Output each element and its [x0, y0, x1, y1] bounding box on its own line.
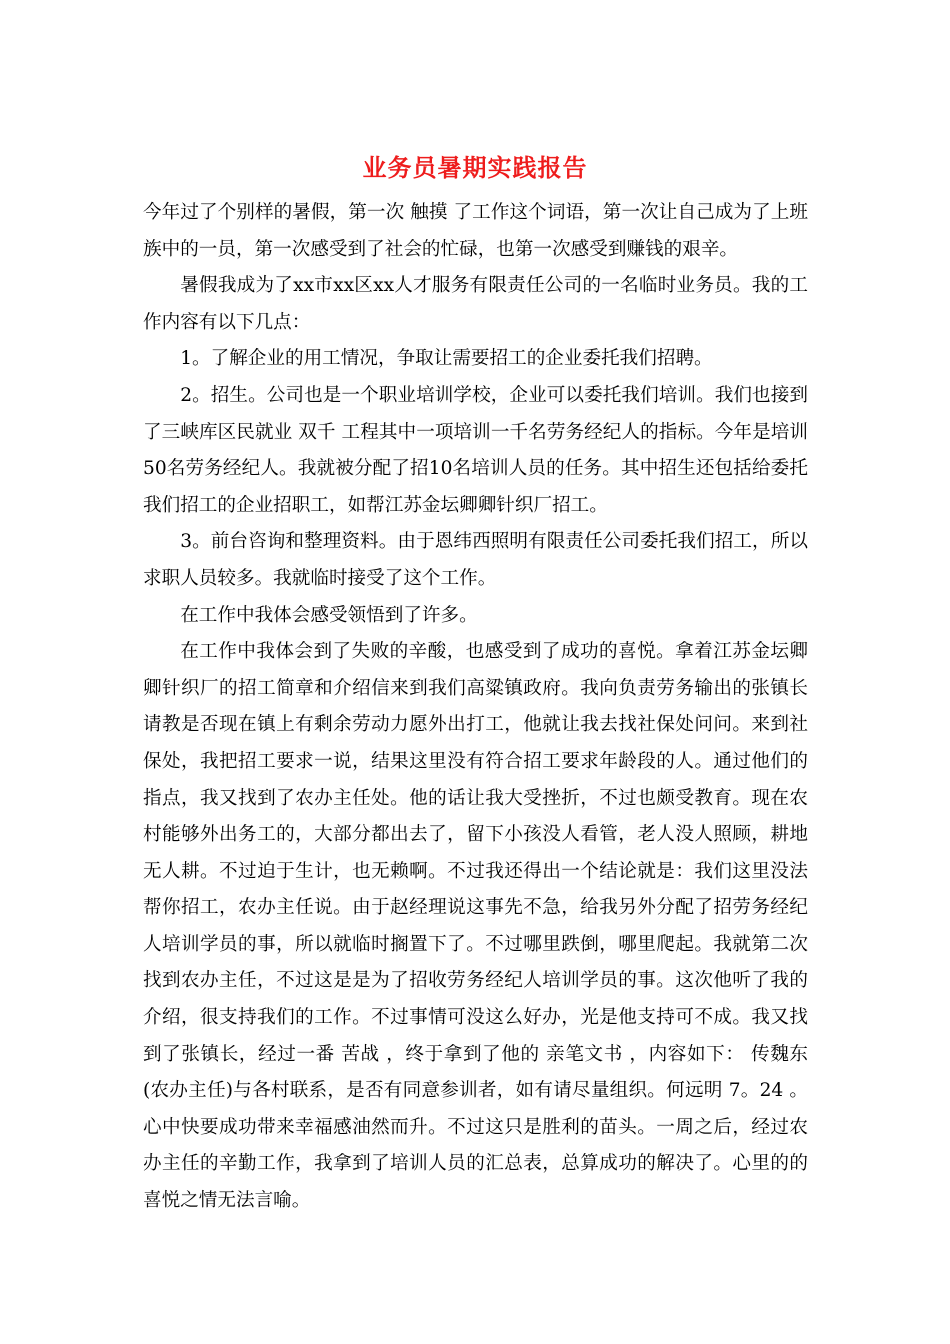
paragraph: 3。前台咨询和整理资料。由于恩纬西照明有限责任公司委托我们招工，所以求职人员较多。我就临时接受了这个工作。 [143, 531, 808, 589]
paragraph: 在工作中我体会到了失败的辛酸，也感受到了成功的喜悦。拿着江苏金坛卿卿针织厂的招工简章和介绍信来到我们高粱镇政府。我向负责劳务输出的张镇长请教是否现在镇上有剩余劳动力愿外出打工，他就让我去找社保处问问。来到社保处，我把招工要求一说，结果这里没有符合招工要求年龄段的人。通过他们的指点，我又找到了农办主任处。他的话让我大受挫折，不过也颇受教育。现在农村能够外出务工的，大部分都出去了，留下小孩没人看管，老人没人照顾，耕地无人耕。不过迫于生计，也无赖啊。不过我还得出一个结论就是：我们这里没法帮你招工，农办主任说。由于赵经理说这事先不急，给我另外分配了招劳务经纪人培训学员的事，所以就临时搁置下了。不过哪里跌倒，哪里爬起。我就第二次找到农办主任，不过这是是为了招收劳务经纪人培训学员的事。这次他听了我的介绍，很支持我们的工作。不过事情可没这么好办，光是他支持可不成。我又找到了张镇长，经过一番 苦战 ，终于拿到了他的 亲笔文书 ，内容如下： 传魏东(农办主任)与各村联系，是否有同意参训者，如有请尽量组织。何远明 7。24 。心中快要成功带来幸福感油然而升。不过这只是胜利的苗头。一周之后，经过农办主任的辛勤工作，我拿到了培训人员的汇总表，总算成功的解决了。心里的的喜悦之情无法言喻。 [143, 641, 808, 1212]
document-title: 业务员暑期实践报告 [362, 153, 588, 182]
document-body [143, 195, 808, 1220]
paragraph: 在工作中我体会感受领悟到了许多。 [180, 604, 478, 626]
paragraph: 1。了解企业的用工情况，争取让需要招工的企业委托我们招聘。 [180, 348, 713, 370]
paragraph: 暑假我成为了xx市xx区xx人才服务有限责任公司的一名临时业务员。我的工作内容有以下几点： [143, 275, 808, 333]
paragraph: 2。招生。公司也是一个职业培训学校，企业可以委托我们培训。我们也接到了三峡库区民就业 双千 工程其中一项培训一千名劳务经纪人的指标。今年是培训50名劳务经纪人。我就被分配了招10名培训人员的任务。其中招生还包括给委托我们招工的企业招职工，如帮江苏金坛卿卿针织厂招工。 [143, 384, 808, 516]
paragraph: 今年过了个别样的暑假，第一次 触摸 了工作这个词语，第一次让自己成为了上班族中的一员，第一次感受到了社会的忙碌，也第一次感受到赚钱的艰辛。 [143, 202, 808, 260]
